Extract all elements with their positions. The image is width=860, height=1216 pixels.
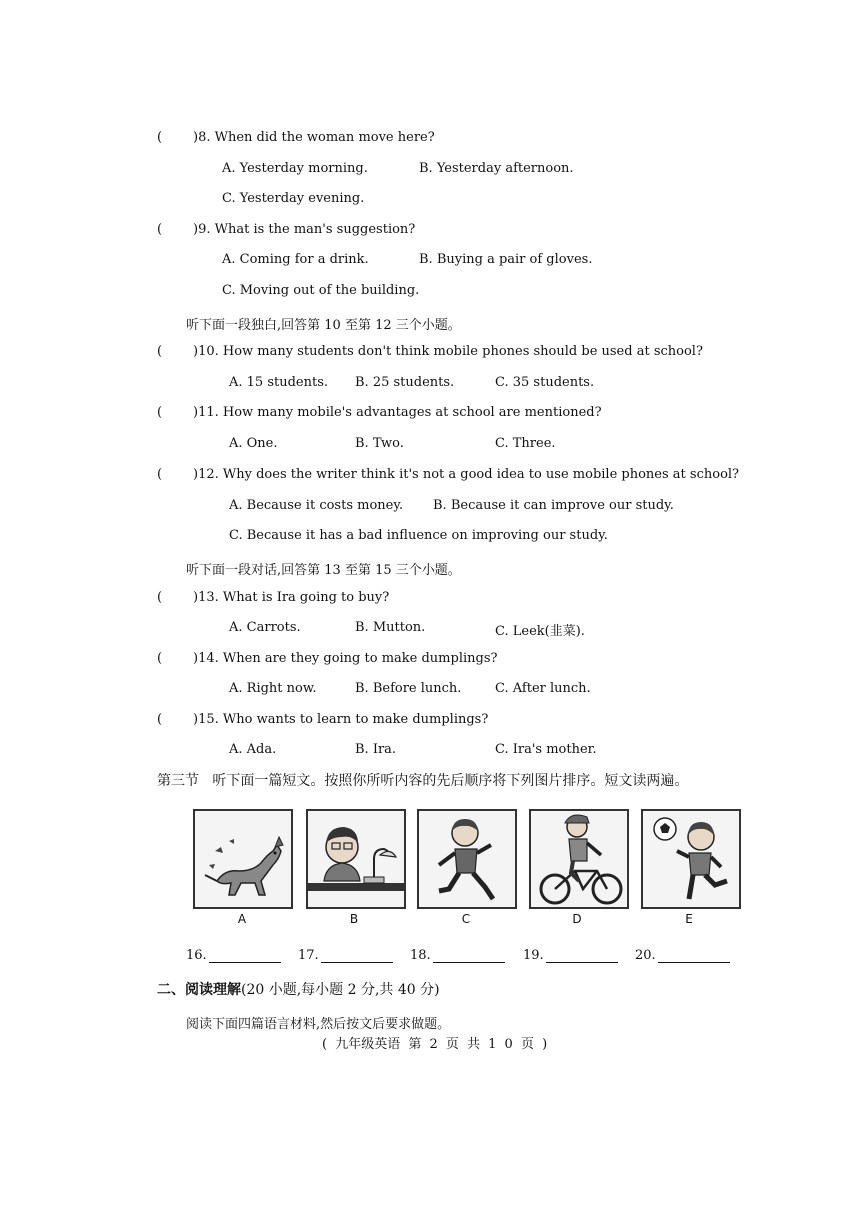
boy-running-icon	[419, 811, 515, 907]
answer-paren[interactable]: (	[157, 130, 163, 145]
page-footer: ( 九年级英语 第 2 页 共 1 0 页 )	[322, 1037, 548, 1052]
option-b: B. Before lunch.	[355, 681, 462, 696]
listening-instruction: 听下面一段独白,回答第 10 至第 12 三个小题。	[186, 318, 461, 333]
option-c: C. Moving out of the building.	[222, 283, 420, 298]
option-b: B. Mutton.	[355, 620, 426, 635]
option-a: A. Right now.	[229, 681, 317, 696]
option-c: C. After lunch.	[495, 681, 591, 696]
answer-paren[interactable]: (	[157, 590, 163, 605]
option-c: C. Three.	[495, 436, 556, 451]
question-text: 8. When did the woman move here?	[198, 130, 435, 145]
question-8: ( )8. When did the woman move here?	[157, 130, 435, 145]
picture-label: B	[349, 912, 359, 926]
boy-riding-bike-icon	[531, 811, 627, 907]
section-3-title: 第三节	[157, 773, 199, 789]
picture-label: D	[572, 912, 582, 926]
question-14: ( )14. When are they going to make dumplings?	[157, 651, 498, 666]
option-b: B. Yesterday afternoon.	[419, 161, 574, 176]
question-text: 9. What is the man's suggestion?	[198, 222, 416, 237]
option-c: C. Ira's mother.	[495, 742, 597, 757]
option-a: A. Ada.	[229, 742, 277, 757]
section-3-heading	[157, 770, 688, 790]
answer-paren[interactable]: (	[157, 712, 163, 727]
boy-playing-football-icon	[643, 811, 739, 907]
picture-a	[193, 809, 293, 909]
option-b: B. 25 students.	[355, 375, 455, 390]
answer-paren[interactable]: (	[157, 344, 163, 359]
question-text: 15. Who wants to learn to make dumplings?	[198, 712, 489, 727]
answer-blank-17[interactable]: 17.	[298, 948, 393, 963]
option-c: C. Because it has a bad influence on improving our study.	[229, 528, 608, 543]
listening-instruction: 听下面一段对话,回答第 13 至第 15 三个小题。	[186, 563, 461, 578]
option-b: B. Buying a pair of gloves.	[419, 252, 593, 267]
dog-chasing-leaves-icon	[195, 811, 291, 907]
section-2-heading	[157, 979, 440, 999]
question-11: ( )11. How many mobile's advantages at school are mentioned?	[157, 405, 602, 420]
option-b: B. Because it can improve our study.	[433, 498, 674, 513]
option-a: A. One.	[229, 436, 278, 451]
picture-b	[306, 809, 406, 909]
picture-e	[641, 809, 741, 909]
answer-blank-19[interactable]: 19.	[523, 948, 618, 963]
answer-paren[interactable]: (	[157, 651, 163, 666]
picture-label: C	[461, 912, 471, 926]
question-12: ( )12. Why does the writer think it's not a good idea to use mobile phones at school?	[157, 467, 740, 482]
blank-line[interactable]	[321, 948, 393, 963]
answer-blank-18[interactable]: 18.	[410, 948, 505, 963]
picture-label: A	[237, 912, 247, 926]
option-a: A. Because it costs money.	[229, 498, 404, 513]
option-b: B. Ira.	[355, 742, 397, 757]
section-2-title: 二、阅读理解	[157, 982, 241, 998]
picture-c	[417, 809, 517, 909]
answer-blank-16[interactable]: 16.	[186, 948, 281, 963]
option-b: B. Two.	[355, 436, 404, 451]
blank-line[interactable]	[209, 948, 281, 963]
blank-line[interactable]	[546, 948, 618, 963]
answer-paren[interactable]: (	[157, 405, 163, 420]
answer-paren[interactable]: (	[157, 467, 163, 482]
option-c: C. Leek(韭菜).	[495, 624, 585, 639]
section-3-text: 听下面一篇短文。按照你所听内容的先后顺序将下列图片排序。短文读两遍。	[212, 773, 689, 789]
option-a: A. 15 students.	[229, 375, 329, 390]
option-c: C. 35 students.	[495, 375, 595, 390]
question-10: ( )10. How many students don't think mobile phones should be used at school?	[157, 344, 703, 359]
question-15: ( )15. Who wants to learn to make dumplings?	[157, 712, 489, 727]
answer-blank-20[interactable]: 20.	[635, 948, 730, 963]
answer-paren[interactable]: (	[157, 222, 163, 237]
question-text: 12. Why does the writer think it's not a good idea to use mobile phones at school?	[198, 467, 740, 482]
picture-label: E	[685, 912, 693, 926]
reading-instruction: 阅读下面四篇语言材料,然后按文后要求做题。	[186, 1017, 451, 1032]
question-9: ( )9. What is the man's suggestion?	[157, 222, 416, 237]
option-a: A. Carrots.	[229, 620, 301, 635]
question-text: 13. What is Ira going to buy?	[198, 590, 390, 605]
question-13: ( )13. What is Ira going to buy?	[157, 590, 390, 605]
option-a: A. Coming for a drink.	[222, 252, 369, 267]
blank-line[interactable]	[658, 948, 730, 963]
question-text: 11. How many mobile's advantages at school are mentioned?	[198, 405, 602, 420]
question-text: 14. When are they going to make dumplings?	[198, 651, 498, 666]
section-2-points: (20 小题,每小题 2 分,共 40 分)	[241, 982, 440, 998]
option-c: C. Yesterday evening.	[222, 191, 365, 206]
option-a: A. Yesterday morning.	[222, 161, 368, 176]
question-text: 10. How many students don't think mobile phones should be used at school?	[198, 344, 703, 359]
blank-line[interactable]	[433, 948, 505, 963]
picture-d	[529, 809, 629, 909]
boy-reading-at-lamp-icon	[308, 811, 404, 907]
